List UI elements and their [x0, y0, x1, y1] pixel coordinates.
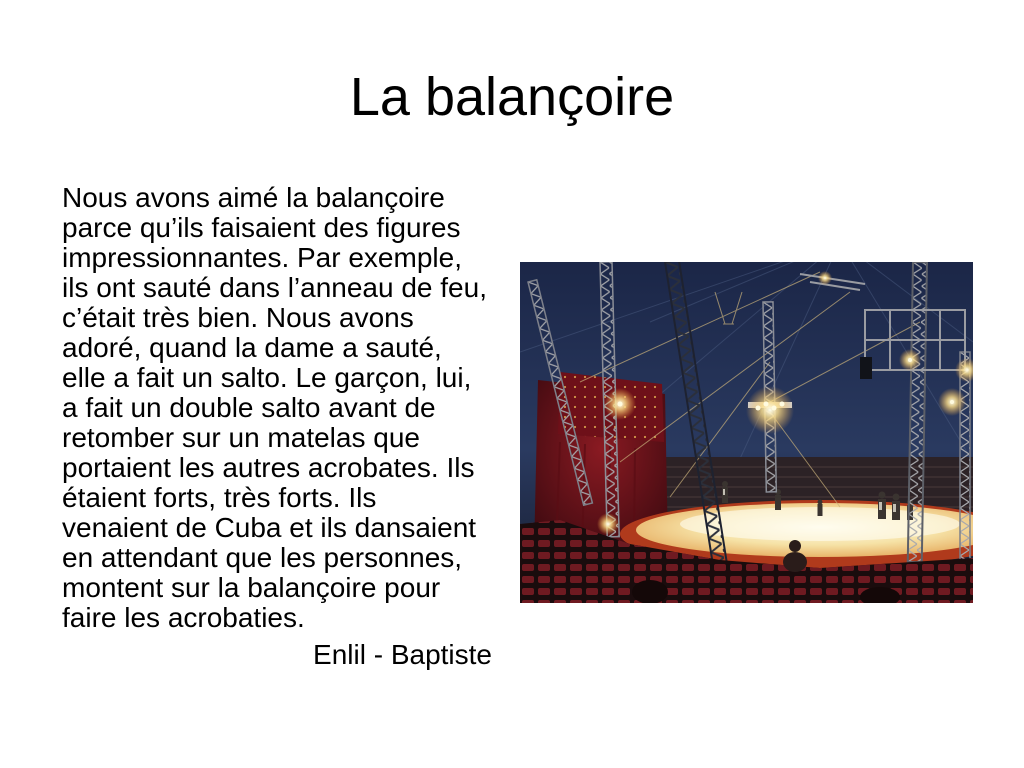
body-line: retomber sur un matelas que: [62, 422, 420, 453]
body-line: étaient forts, très forts. Ils: [62, 482, 377, 513]
body-line: c’était très bien. Nous avons: [62, 302, 414, 333]
slide-title: La balançoire: [349, 67, 675, 127]
author-signature: Enlil - Baptiste: [313, 639, 492, 670]
body-line: adoré, quand la dame a sauté,: [62, 332, 442, 363]
circus-photo: [520, 262, 973, 603]
body-line: impressionnantes. Par exemple,: [62, 242, 462, 273]
body-line: faire les acrobaties.: [62, 602, 305, 633]
body-line: parce qu’ils faisaient des figures: [62, 212, 461, 243]
body-line: venaient de Cuba et ils dansaient: [62, 512, 477, 543]
body-text: [62, 183, 502, 633]
body-line: en attendant que les personnes,: [62, 542, 463, 573]
body-line: a fait un double salto avant de: [62, 392, 436, 423]
speaker: [860, 357, 872, 379]
circus-photo-drawing: [520, 262, 973, 603]
body-line: Nous avons aimé la balançoire: [62, 182, 445, 213]
body-line: montent sur la balançoire pour: [62, 572, 441, 603]
body-line: portaient les autres acrobates. Ils: [62, 452, 475, 483]
body-line: elle a fait un salto. Le garçon, lui,: [62, 362, 472, 393]
body-line: ils ont sauté dans l’anneau de feu,: [62, 272, 487, 303]
